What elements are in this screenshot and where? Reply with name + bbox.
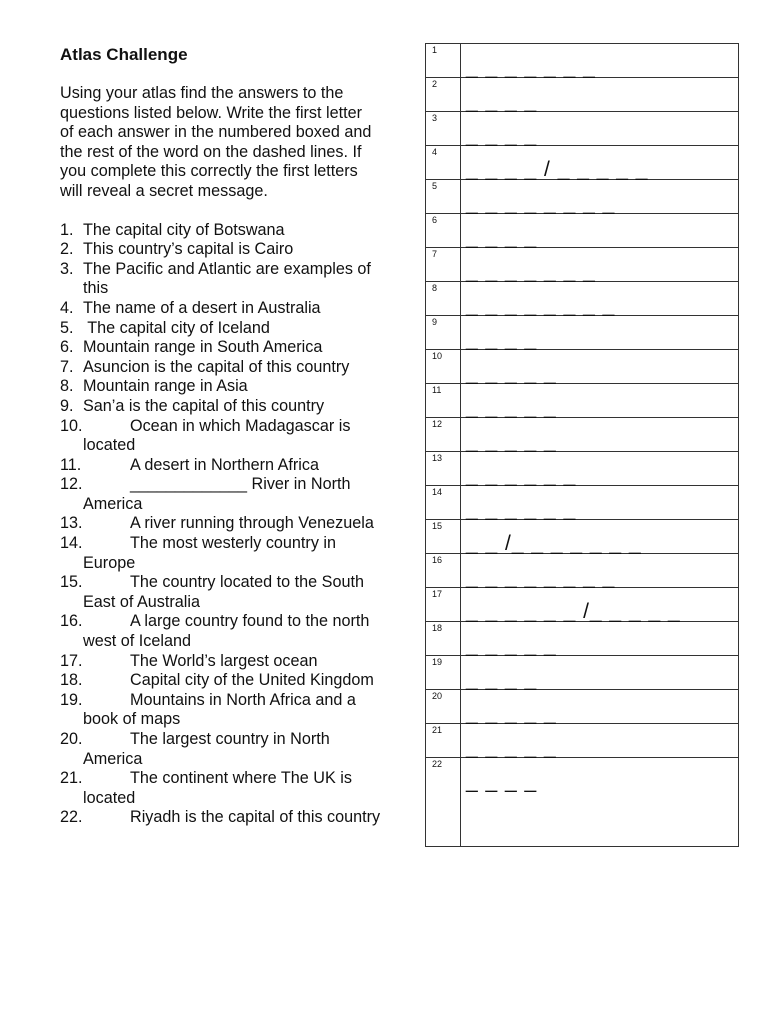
question-item <box>60 221 420 241</box>
answer-box-number[interactable]: 16 <box>432 555 443 565</box>
question-text: A river running through Venezuela <box>130 514 374 533</box>
answer-dashed-line[interactable]: _ _ _ _ _ _ /_ _ _ _ _ <box>466 600 681 623</box>
question-number: 21. <box>60 769 83 788</box>
answer-dashed-line[interactable]: _ _ _ _ _ <box>466 702 557 725</box>
answer-box-number[interactable]: 18 <box>432 623 443 633</box>
question-text: The continent where The UK is <box>130 769 352 788</box>
answer-dashed-line[interactable]: _ _ _ _ _ <box>466 634 557 657</box>
answer-grid <box>425 43 739 847</box>
answer-box-number[interactable]: 10 <box>432 351 443 361</box>
answer-row <box>426 44 738 78</box>
answer-row <box>426 452 738 486</box>
question-number: 14. <box>60 534 83 553</box>
answer-dashed-line[interactable]: _ _ _ _ <box>466 124 538 147</box>
question-item <box>60 319 420 339</box>
question-text-continuation: west of Iceland <box>83 632 191 651</box>
answer-box-number[interactable]: 11 <box>432 385 442 395</box>
question-number: 13. <box>60 514 83 533</box>
question-text: A large country found to the north <box>130 612 370 631</box>
question-number: 10. <box>60 416 83 435</box>
answer-box-number[interactable]: 6 <box>432 215 438 225</box>
question-item <box>60 299 420 319</box>
answer-box-number[interactable]: 9 <box>432 317 438 327</box>
answer-dashed-line[interactable]: _ _ _ _ / _ _ _ _ _ <box>466 158 649 181</box>
question-number: 17. <box>60 651 83 670</box>
question-text: The country located to the South <box>130 573 364 592</box>
question-item <box>60 417 420 456</box>
question-text-continuation: Europe <box>83 553 136 572</box>
answer-dashed-line[interactable]: _ _ _ _ _ _ _ <box>466 56 596 79</box>
answer-dashed-line[interactable]: _ _ _ _ _ _ _ _ <box>466 192 616 215</box>
question-text-continuation: America <box>83 749 143 768</box>
answer-row <box>426 282 738 316</box>
question-text-continuation: located <box>83 436 136 455</box>
question-number: 16. <box>60 612 83 631</box>
question-text-continuation: located <box>83 788 136 807</box>
question-item <box>60 652 420 672</box>
question-item <box>60 671 420 691</box>
question-text: Ocean in which Madagascar is <box>130 416 351 435</box>
question-item <box>60 338 420 358</box>
answer-row <box>426 758 738 848</box>
answer-dashed-line[interactable]: _ _ _ _ _ <box>466 362 557 385</box>
question-text: San’a is the capital of this country <box>83 396 325 415</box>
intro-line: you complete this correctly the first letters <box>60 162 358 181</box>
question-text-continuation: book of maps <box>83 710 181 729</box>
question-text: The capital city of Iceland <box>83 318 270 337</box>
question-number: 8. <box>60 377 74 396</box>
question-number: 3. <box>60 259 74 278</box>
question-item <box>60 240 420 260</box>
intro-line: of each answer in the numbered boxed and <box>60 123 372 142</box>
question-text: Mountains in North Africa and a <box>130 690 356 709</box>
answer-box-number[interactable]: 17 <box>432 589 443 599</box>
question-text: _____________ River in North <box>130 475 351 494</box>
question-item <box>60 456 420 476</box>
answer-box-number[interactable]: 4 <box>432 147 438 157</box>
answer-dashed-line[interactable]: _ _ _ _ _ <box>466 396 557 419</box>
question-number: 12. <box>60 475 83 494</box>
question-number: 11. <box>60 455 82 474</box>
answer-box-number[interactable]: 22 <box>432 759 443 769</box>
question-item <box>60 260 420 299</box>
intro-line: the rest of the word on the dashed lines. If <box>60 142 362 161</box>
answer-row <box>426 316 738 350</box>
question-item <box>60 573 420 612</box>
answer-row <box>426 656 738 690</box>
question-text: Mountain range in South America <box>83 338 323 357</box>
question-text: Riyadh is the capital of this country <box>130 808 381 827</box>
question-text: The capital city of Botswana <box>83 220 285 239</box>
question-text: Asuncion is the capital of this country <box>83 357 350 376</box>
question-number: 19. <box>60 690 83 709</box>
intro-line: will reveal a secret message. <box>60 181 268 200</box>
answer-row <box>426 588 738 622</box>
answer-box-number[interactable]: 19 <box>432 657 443 667</box>
answer-box-number[interactable]: 15 <box>432 521 443 531</box>
question-number: 18. <box>60 671 83 690</box>
question-number: 15. <box>60 573 83 592</box>
question-number: 20. <box>60 730 83 748</box>
answer-row <box>426 112 738 146</box>
answer-row <box>426 690 738 724</box>
answer-row <box>426 554 738 588</box>
answer-row <box>426 350 738 384</box>
answer-dashed-line[interactable]: _ _ _ _ <box>466 90 538 113</box>
answer-box-number[interactable]: 13 <box>432 453 443 463</box>
question-number: 6. <box>60 338 74 357</box>
answer-row <box>426 520 738 554</box>
question-number: 4. <box>60 298 74 317</box>
answer-dashed-line[interactable]: _ _ _ _ <box>466 328 538 351</box>
answer-box-number[interactable]: 3 <box>432 113 438 123</box>
answer-box-number[interactable]: 12 <box>432 419 443 429</box>
question-number: 2. <box>60 240 74 259</box>
question-item <box>60 397 420 417</box>
question-text: The Pacific and Atlantic are examples of <box>83 259 371 278</box>
answer-box-number[interactable]: 5 <box>432 181 438 191</box>
question-item <box>60 534 420 573</box>
question-text: Capital city of the United Kingdom <box>130 671 374 690</box>
question-number: 7. <box>60 357 74 376</box>
question-number: 5. <box>60 318 74 337</box>
answer-box-number[interactable]: 20 <box>432 691 443 701</box>
answer-box-number[interactable]: 21 <box>432 725 443 735</box>
question-text: A desert in Northern Africa <box>130 455 319 474</box>
instructions-column <box>60 44 420 828</box>
answer-dashed-line[interactable]: _ _ _ _ _ _ _ <box>466 260 596 283</box>
answer-dashed-line[interactable]: _ _ _ _ _ <box>466 430 557 453</box>
question-text: The World’s largest ocean <box>130 651 318 670</box>
answer-dashed-line[interactable]: _ _ _ _ _ _ _ _ <box>466 294 616 317</box>
answer-dashed-line[interactable]: _ _ _ _ _ <box>466 736 557 759</box>
question-item <box>60 612 420 651</box>
answer-box-number[interactable]: 14 <box>432 487 443 497</box>
question-item <box>60 691 420 730</box>
question-number: 22. <box>60 808 83 827</box>
intro-paragraph <box>60 84 420 202</box>
page-title: Atlas Challenge <box>60 45 188 64</box>
question-item <box>60 769 420 808</box>
question-text: The name of a desert in Australia <box>83 298 321 317</box>
answer-row <box>426 486 738 520</box>
question-text: The largest country in North <box>130 730 330 748</box>
question-text-continuation: East of Australia <box>83 592 200 611</box>
answer-row <box>426 180 738 214</box>
intro-line: Using your atlas find the answers to the <box>60 84 344 102</box>
answer-row <box>426 384 738 418</box>
question-text-continuation: America <box>83 494 143 513</box>
question-text: This country’s capital is Cairo <box>83 240 294 259</box>
question-item <box>60 730 420 769</box>
answer-row <box>426 622 738 656</box>
answer-row <box>426 146 738 180</box>
answer-row <box>426 214 738 248</box>
question-text: The most westerly country in <box>130 534 337 553</box>
answer-box-number[interactable]: 8 <box>432 283 438 293</box>
question-list <box>60 221 420 828</box>
answer-dashed-line[interactable]: _ _ /_ _ _ _ _ _ _ <box>466 532 642 555</box>
answer-box-number[interactable]: 1 <box>432 45 438 55</box>
answer-dashed-line[interactable]: _ _ _ _ _ _ <box>466 464 577 487</box>
intro-line: questions listed below. Write the first letter <box>60 103 363 122</box>
answer-dashed-line[interactable]: _ _ _ _ _ _ _ _ <box>466 566 616 589</box>
answer-row <box>426 248 738 282</box>
question-item <box>60 475 420 514</box>
question-number: 1. <box>60 220 74 239</box>
question-text-continuation: this <box>83 279 109 298</box>
answer-dashed-line[interactable]: _ _ _ _ <box>466 226 538 249</box>
question-text: Mountain range in Asia <box>83 377 248 396</box>
question-item <box>60 514 420 534</box>
answer-box-number[interactable]: 2 <box>432 79 438 89</box>
answer-dashed-line[interactable]: _ _ _ _ _ _ <box>466 498 577 521</box>
answer-dashed-line[interactable]: _ _ _ _ <box>466 668 538 691</box>
question-number: 9. <box>60 396 74 415</box>
question-item <box>60 808 420 828</box>
answer-row <box>426 78 738 112</box>
question-item <box>60 377 420 397</box>
question-item <box>60 358 420 378</box>
answer-dashed-line[interactable]: _ _ _ _ <box>466 770 538 793</box>
answer-row <box>426 418 738 452</box>
answer-box-number[interactable]: 7 <box>432 249 438 259</box>
answer-row <box>426 724 738 758</box>
